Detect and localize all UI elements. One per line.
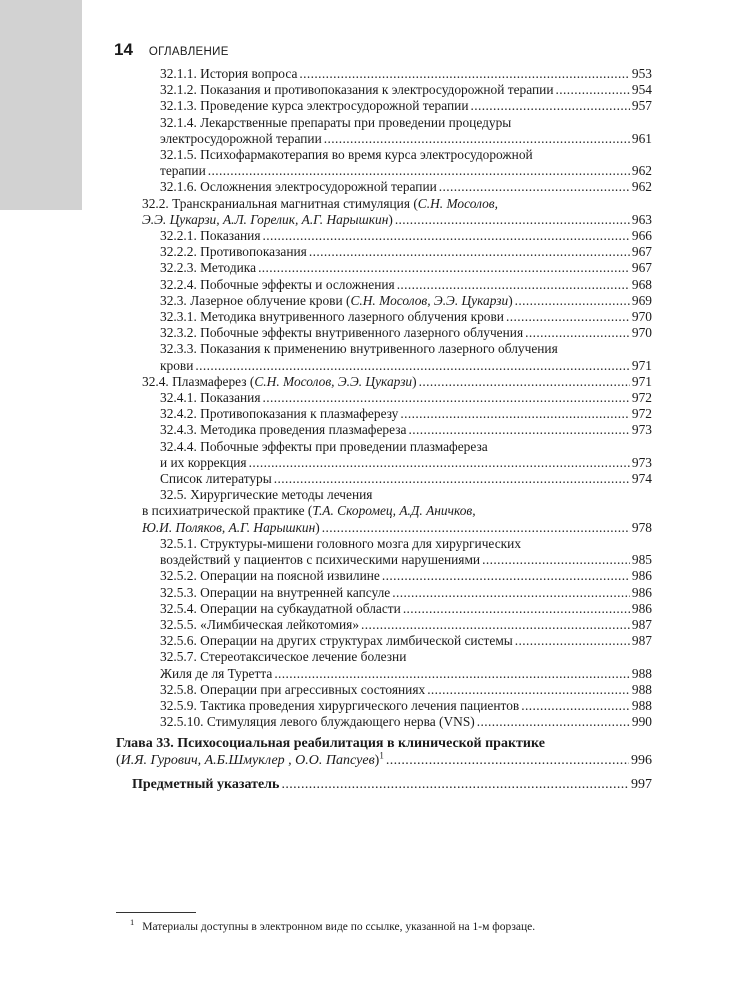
toc-entry-32-4-4[interactable]: 32.4.4. Побочные эффекты при проведении плазмафереза и их коррекция ..... 973 — [116, 439, 652, 471]
page-ref: 962 — [631, 179, 652, 195]
toc-entry-32-3-1[interactable]: 32.3.1. Методика внутривенного лазерного облучения крови ..... 970 — [116, 309, 652, 325]
page-ref: 971 — [631, 373, 652, 389]
page-ref: 988 — [631, 665, 652, 681]
toc-entry-32-2-2[interactable]: 32.2.2. Противопоказания ..... 967 — [116, 244, 652, 260]
toc-entry-32-5-5[interactable]: 32.5.5. «Лимбическая лейкотомия» ..... 987 — [116, 617, 652, 633]
toc-entry-32-1-2[interactable]: 32.1.2. Показания и противопоказания к электросудорожной терапии ..... 954 — [116, 82, 652, 98]
toc-entry-32-4-2[interactable]: 32.4.2. Противопоказания к плазмаферезу ..... 972 — [116, 406, 652, 422]
page-ref: 968 — [631, 276, 652, 292]
toc-entry-32-5-6[interactable]: 32.5.6. Операции на других структурах лимбической системы ..... 987 — [116, 633, 652, 649]
footnote-divider — [116, 912, 196, 913]
toc-entry-32-2-4[interactable]: 32.2.4. Побочные эффекты и осложнения ..... 968 — [116, 277, 652, 293]
toc-chapter-33[interactable]: Глава 33. Психосоциальная реабилитация в клинической практике (И.Я. Гурович, А.Б.Шмуклер , О.О. Папсуев)$^1$ ..... 996 — [116, 736, 652, 768]
page-ref: 978 — [631, 519, 652, 535]
side-tab-band — [0, 0, 82, 210]
page-ref: 987 — [631, 616, 652, 632]
page-ref: 967 — [631, 260, 652, 276]
page-ref: 962 — [631, 163, 652, 179]
footnote — [130, 917, 535, 933]
page-ref: 974 — [631, 471, 652, 487]
toc-entry-32-5-4[interactable]: 32.5.4. Операции на субкаудатной области ..... 986 — [116, 601, 652, 617]
page-ref: 987 — [631, 633, 652, 649]
toc-entry-32-4[interactable]: 32.4. Плазмаферез (С.Н. Мосолов, Э.Э. Цукарзи) ..... 971 — [116, 374, 652, 390]
page-ref: 973 — [631, 454, 652, 470]
toc-entry-32-5[interactable]: 32.5. Хирургические методы лечения в психиатрической практике (Т.А. Скоромец, А.Д. Аничков, Ю.И. Поляков, А.Г. Нарышкин) ..... 978 — [116, 487, 652, 536]
page-ref: 953 — [631, 66, 652, 81]
page-ref: 986 — [631, 600, 652, 616]
page-number: 14 — [114, 40, 133, 59]
page-ref: 986 — [631, 584, 652, 600]
page-ref: 970 — [631, 325, 652, 341]
page-ref: 973 — [631, 422, 652, 438]
page-ref: 997 — [631, 776, 652, 792]
toc-entry-32-1-1[interactable]: 32.1.1. История вопроса ..... 953 — [116, 66, 652, 82]
toc-entry-32-1-4[interactable]: 32.1.4. Лекарственные препараты при проведении процедуры электросудорожной терапии ..... 961 — [116, 115, 652, 147]
toc-entry-references[interactable]: Список литературы ..... 974 — [116, 471, 652, 487]
page-ref: 988 — [631, 697, 652, 713]
page-ref: 972 — [631, 390, 652, 406]
page-ref: 969 — [631, 292, 652, 308]
toc-entry-32-5-1[interactable]: 32.5.1. Структуры-мишени головного мозга для хирургических воздействий у пациентов с психическими нарушениями ..... 985 — [116, 536, 652, 568]
page-ref: 954 — [631, 82, 652, 98]
footnote-mark: 1 — [130, 917, 135, 927]
page-ref: 971 — [631, 357, 652, 373]
toc-entry-32-3[interactable]: 32.3. Лазерное облучение крови (С.Н. Мосолов, Э.Э. Цукарзи) ..... 969 — [116, 293, 652, 309]
toc-entry-32-5-8[interactable]: 32.5.8. Операции при агрессивных состояниях ..... 988 — [116, 682, 652, 698]
page-ref: 985 — [631, 552, 652, 568]
toc-entry-32-1-3[interactable]: 32.1.3. Проведение курса электросудорожной терапии ..... 957 — [116, 98, 652, 114]
toc-entry-32-1-5[interactable]: 32.1.5. Психофармакотерапия во время курса электросудорожной терапии ..... 962 — [116, 147, 652, 179]
footnote-text: Материалы доступны в электронном виде по ссылке, указанной на 1-м форзаце. — [142, 920, 536, 933]
toc-entry-32-4-1[interactable]: 32.4.1. Показания ..... 972 — [116, 390, 652, 406]
toc-entry-32-3-3[interactable]: 32.3.3. Показания к применению внутривенного лазерного облучения крови ..... 971 — [116, 341, 652, 373]
page-ref: 966 — [631, 228, 652, 244]
page-ref: 988 — [631, 681, 652, 697]
page-ref: 963 — [631, 211, 652, 227]
page-ref: 961 — [631, 130, 652, 146]
running-head: ОГЛАВЛЕНИЕ — [148, 46, 229, 58]
toc-entry-32-5-2[interactable]: 32.5.2. Операции на поясной извилине ..... 986 — [116, 568, 652, 584]
page-ref: 986 — [631, 568, 652, 584]
chapter-title: Глава 33. Психосоциальная реабилитация в клинической практике — [116, 736, 545, 752]
toc-entry-32-3-2[interactable]: 32.3.2. Побочные эффекты внутривенного лазерного облучения ..... 970 — [116, 325, 652, 341]
page-ref: 957 — [631, 98, 652, 114]
toc-entry-32-1-6[interactable]: 32.1.6. Осложнения электросудорожной терапии ..... 962 — [116, 179, 652, 195]
toc-subject-index[interactable]: Предметный указатель ..... 997 — [116, 777, 652, 793]
toc-entry-32-5-10[interactable]: 32.5.10. Стимуляция левого блуждающего нерва (VNS) ..... 990 — [116, 714, 652, 730]
toc-entry-32-5-9[interactable]: 32.5.9. Тактика проведения хирургического лечения пациентов ..... 988 — [116, 698, 652, 714]
toc-entry-32-2-1[interactable]: 32.2.1. Показания ..... 966 — [116, 228, 652, 244]
toc-entry-32-5-7[interactable]: 32.5.7. Стереотаксическое лечение болезни Жиля де ля Туретта ..... 988 — [116, 649, 652, 681]
page-ref: 967 — [631, 244, 652, 260]
footnote-ref[interactable]: 1 — [379, 749, 384, 760]
toc-entry-32-2-3[interactable]: 32.2.3. Методика ..... 967 — [116, 260, 652, 276]
page-header — [114, 40, 229, 60]
page-ref: 970 — [631, 309, 652, 325]
toc-entry-32-5-3[interactable]: 32.5.3. Операции на внутренней капсуле ..... 986 — [116, 585, 652, 601]
toc-entry-32-4-3[interactable]: 32.4.3. Методика проведения плазмафереза ..... 973 — [116, 422, 652, 438]
page-ref: 996 — [631, 752, 652, 768]
page-ref: 990 — [631, 714, 652, 730]
table-of-contents — [116, 66, 652, 793]
page-ref: 972 — [631, 406, 652, 422]
toc-entry-32-2[interactable]: 32.2. Транскраниальная магнитная стимуляция (С.Н. Мосолов, Э.Э. Цукарзи, А.Л. Горелик, А.Г. Нарышкин) ..... 963 — [116, 196, 652, 228]
